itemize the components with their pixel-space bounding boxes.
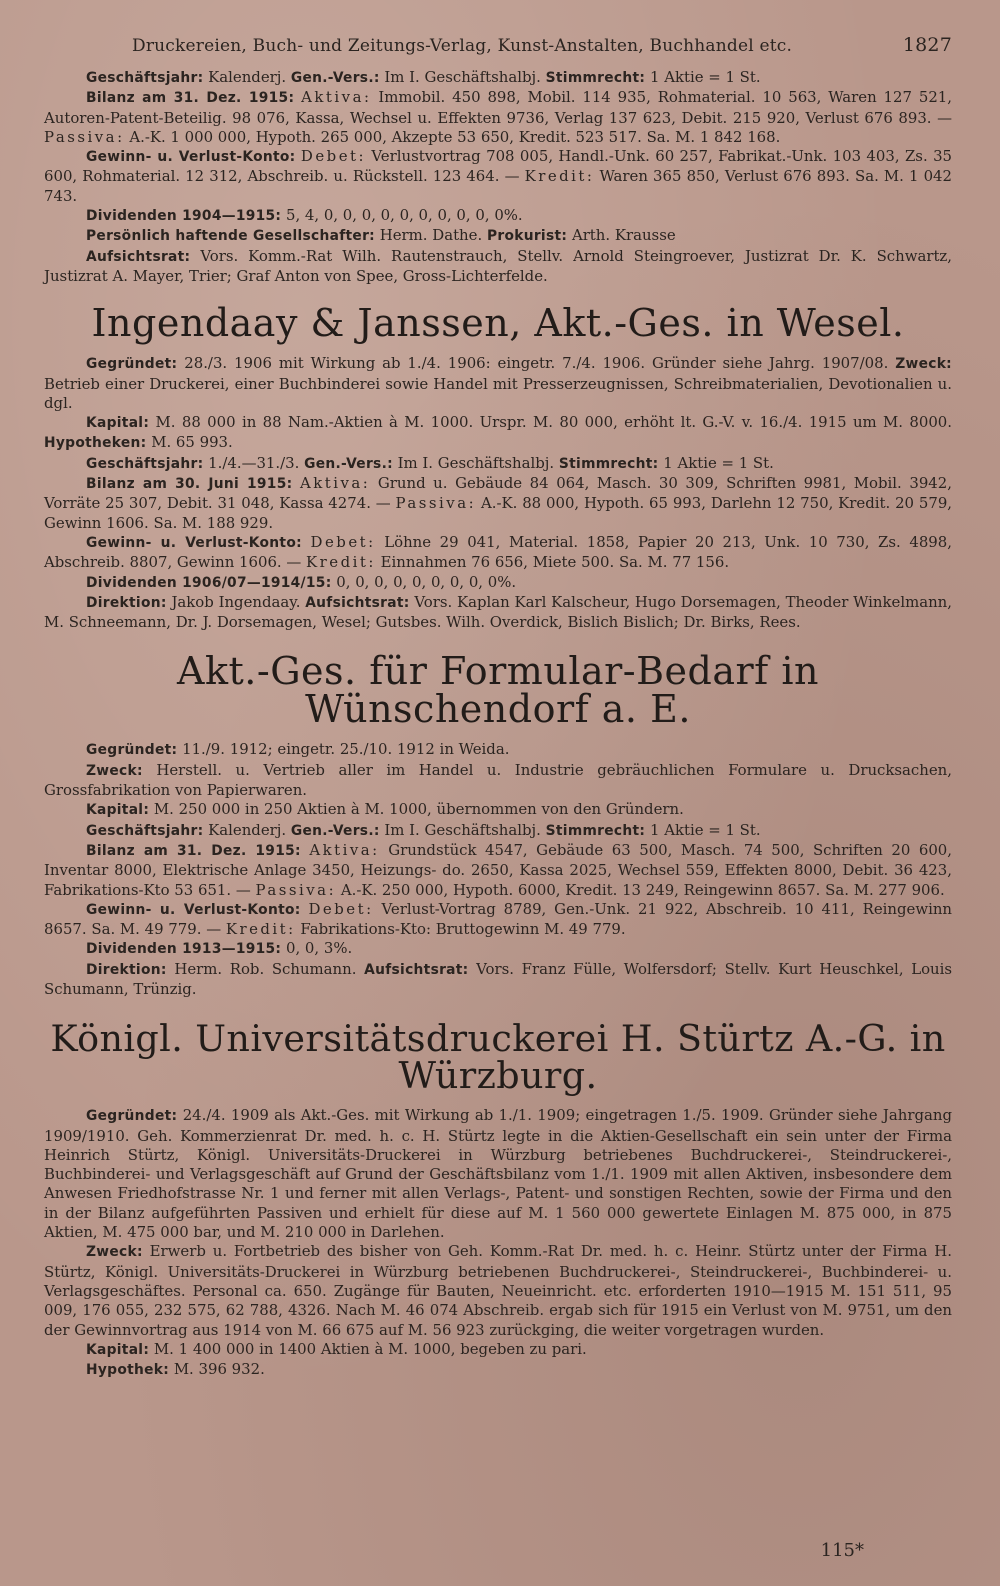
entry-paragraph: Direktion: Jakob Ingendaay. Aufsichtsrat: Vors. Kaplan Karl Kalscheur, Hugo Dorsemagen, Theoder Winkelmann, M. Schneemann, Dr. J. Dorsemagen, Wesel; Gutsbes. Wilh. Overdick, Bislich Bislich; Dr. Birks, Rees. <box>44 592 953 632</box>
entry-paragraph: Kapital: M. 88 000 in 88 Nam.-Aktien à M. 1000. Urspr. M. 80 000, erhöht lt. G.-V. v. 16./4. 1915 um M. 8000. Hypotheken: M. 65 993. <box>44 413 952 452</box>
entry-stuertz-wuerzburg <box>44 1017 952 1380</box>
entry-paragraph: Persönlich haftende Gesellschafter: Herm. Dathe. Prokurist: Arth. Krausse <box>86 226 676 245</box>
entry-paragraph: Gegründet: 11./9. 1912; eingetr. 25./10. 1912 in Weida. <box>86 740 510 759</box>
entry-paragraph: Direktion: Herm. Rob. Schumann. Aufsichtsrat: Vors. Franz Fülle, Wolfersdorf; Stellv. Kurt Heuschkel, Louis Schumann, Trünzig. <box>44 959 953 998</box>
page-number: 1827 <box>902 34 952 56</box>
running-title: Druckereien, Buch- und Zeitungs-Verlag, Kunst-Anstalten, Buchhandel etc. <box>132 36 793 56</box>
entry-paragraph: Zweck: Herstell. u. Vertrieb aller im Handel u. Industrie gebräuchlichen Formulare u. Drucksachen, Grossfabrikation von Papierwaren. <box>44 760 952 800</box>
entry-paragraph: Gewinn- u. Verlust-Konto: Debet: Verlustvortrag 708 005, Handl.-Unk. 60 257, Fabrikat.-Unk. 103 403, Zs. 35 600, Rohmaterial. 12 312, Abschreib. u. Rückstell. 123 464. — Kredit: Waren 365 850, Verlust 676 893. Sa. M. 1 042 743. <box>44 147 953 205</box>
entry-continued <box>44 68 952 286</box>
page-header <box>44 34 952 56</box>
company-title: Akt.-Ges. für Formular-Bedarf in Wünschendorf a. E. <box>177 649 819 732</box>
signature-mark: 115* <box>820 1540 864 1561</box>
company-title: Ingendaay & Janssen, Akt.-Ges. in Wesel. <box>91 301 905 346</box>
entry-paragraph: Gewinn- u. Verlust-Konto: Debet: Verlust-Vortrag 8789, Gen.-Unk. 21 922, Abschreib. 10 411, Reingewinn 8657. Sa. M. 49 779. — Kredit: Fabrikations-Kto: Bruttogewinn M. 49 779. <box>44 899 953 939</box>
entry-paragraph: Dividenden 1906/07—1914/15: 0, 0, 0, 0, 0, 0, 0, 0, 0%. <box>86 572 517 591</box>
entry-paragraph: Gegründet: 28./3. 1906 mit Wirkung ab 1./4. 1906: eingetr. 7./4. 1906. Gründer siehe Jahrg. 1907/08. Zweck: Betrieb einer Druckerei, einer Buchbinderei sowie Handel mit Presserzeugnissen, Schreibmaterialien, Devotionalien u. dgl. <box>44 354 952 412</box>
entry-paragraph: Dividenden 1904—1915: 5, 4, 0, 0, 0, 0, 0, 0, 0, 0, 0, 0%. <box>86 206 523 225</box>
entry-paragraph: Bilanz am 30. Juni 1915: Aktiva: Grund u. Gebäude 84 064, Masch. 30 309, Schriften 9981, Mobil. 3942, Vorräte 25 307, Debit. 31 048, Kassa 4274. — Passiva: A.-K. 88 000, Hypoth. 65 993, Darlehn 12 750, Kredit. 20 579, Gewinn 1606. Sa. M. 188 929. <box>44 474 953 532</box>
entry-paragraph: Geschäftsjahr: Kalenderj. Gen.-Vers.: Im I. Geschäftshalbj. Stimmrecht: 1 Aktie = 1 St. <box>86 68 761 86</box>
entry-paragraph: Aufsichtsrat: Vors. Komm.-Rat Wilh. Rautenstrauch, Stellv. Arnold Steingroever, Justizrat Dr. K. Schwartz, Justizrat A. Mayer, Trier; Graf Anton von Spee, Gross-Lichterfelde. <box>44 246 953 285</box>
entry-paragraph: Hypothek: M. 396 932. <box>86 1360 265 1379</box>
entry-paragraph: Zweck: Erwerb u. Fortbetrieb des bisher von Geh. Komm.-Rat Dr. med. h. c. Heinr. Stürtz unter der Firma H. Stürtz, Königl. Universitäts-Druckerei in Würzburg betriebenen Buchdruckerei-, Steindruckerei-, Buchbinderei- u. Verlagsgeschäftes. Personal ca. 650. Zugänge für Bauten, Neueinricht. etc. erforderten 1910—1915 M. 151 511, 95 009, 176 055, 232 575, 62 788, 4326. Nach M. 46 074 Abschreib. ergab sich für 1915 ein Verlust von M. 9751, um den der Gewinnvortrag aus 1914 von M. 66 675 auf M. 56 923 zurückging, die weiter vorgetragen wurden. <box>44 1242 952 1339</box>
entry-paragraph: Gegründet: 24./4. 1909 als Akt.-Ges. mit Wirkung ab 1./1. 1909; eingetragen 1./5. 1909. Gründer siehe Jahrgang 1909/1910. Geh. Kommerzienrat Dr. med. h. c. H. Stürtz legte in die Aktien-Gesellschaft ein sein unter der Firma Heinrich Stürtz, Königl. Universitäts-Druckerei in Würzburg betriebenes Buchdruckerei-, Steindruckerei-, Buchbinderei- und Verlagsgeschäft auf Grund der Geschäftsbilanz vom 1./1. 1909 mit allen Aktiven, insbesondere dem Anwesen Friedhofstrasse Nr. 1 und ferner mit allen Verlags-, Patent- und sonstigen Rechten, sowie der Firma und den in der Bilanz aufgeführten Passiven und erhielt für diese auf M. 1 560 000 gewertete Einlagen M. 875 000, in 875 Aktien, M. 475 000 bar, und M. 210 000 in Darlehen. <box>44 1106 952 1242</box>
entry-paragraph: Gewinn- u. Verlust-Konto: Debet: Löhne 29 041, Material. 1858, Papier 20 213, Unk. 10 730, Zs. 4898, Abschreib. 8807, Gewinn 1606. — Kredit: Einnahmen 76 656, Miete 500. Sa. M. 77 156. <box>44 532 952 572</box>
entry-paragraph: Geschäftsjahr: Kalenderj. Gen.-Vers.: Im I. Geschäftshalbj. Stimmrecht: 1 Aktie = 1 St. <box>86 820 761 839</box>
entry-paragraph: Kapital: M. 1 400 000 in 1400 Aktien à M. 1000, begeben zu pari. <box>86 1339 587 1358</box>
entry-paragraph: Bilanz am 31. Dez. 1915: Aktiva: Immobil. 450 898, Mobil. 114 935, Rohmaterial. 10 563, Waren 127 521, Autoren-Patent-Beteilig. 98 076, Kassa, Wechsel u. Effekten 9736, Verlag 137 623, Debit. 215 920, Verlust 676 893. — Passiva: A.-K. 1 000 000, Hypoth. 265 000, Akzepte 53 650, Kredit. 523 517. Sa. M. 1 842 168. <box>44 88 952 146</box>
entry-paragraph: Geschäftsjahr: 1./4.—31./3. Gen.-Vers.: Im I. Geschäftshalbj. Stimmrecht: 1 Aktie = 1 St. <box>86 453 774 472</box>
entry-paragraph: Bilanz am 31. Dez. 1915: Aktiva: Grundstück 4547, Gebäude 63 500, Masch. 74 500, Schriften 20 600, Inventar 8000, Elektrische Anlage 3450, Heizungs- do. 2650, Kassa 2025, Wechsel 559, Effekten 8000, Debit. 36 423, Fabrikations-Kto 53 651. — Passiva: A.-K. 250 000, Hypoth. 6000, Kredit. 13 249, Reingewinn 8657. Sa. M. 277 906. <box>44 840 953 899</box>
entry-formular-bedarf <box>44 649 953 999</box>
entry-ingendaay-janssen <box>44 301 953 632</box>
entry-paragraph: Kapital: M. 250 000 in 250 Aktien à M. 1000, übernommen von den Gründern. <box>86 800 684 819</box>
company-title: Königl. Universitätsdruckerei H. Stürtz A.-G. in Würzburg. <box>50 1017 946 1097</box>
entry-paragraph: Dividenden 1913—1915: 0, 0, 3%. <box>86 939 353 958</box>
